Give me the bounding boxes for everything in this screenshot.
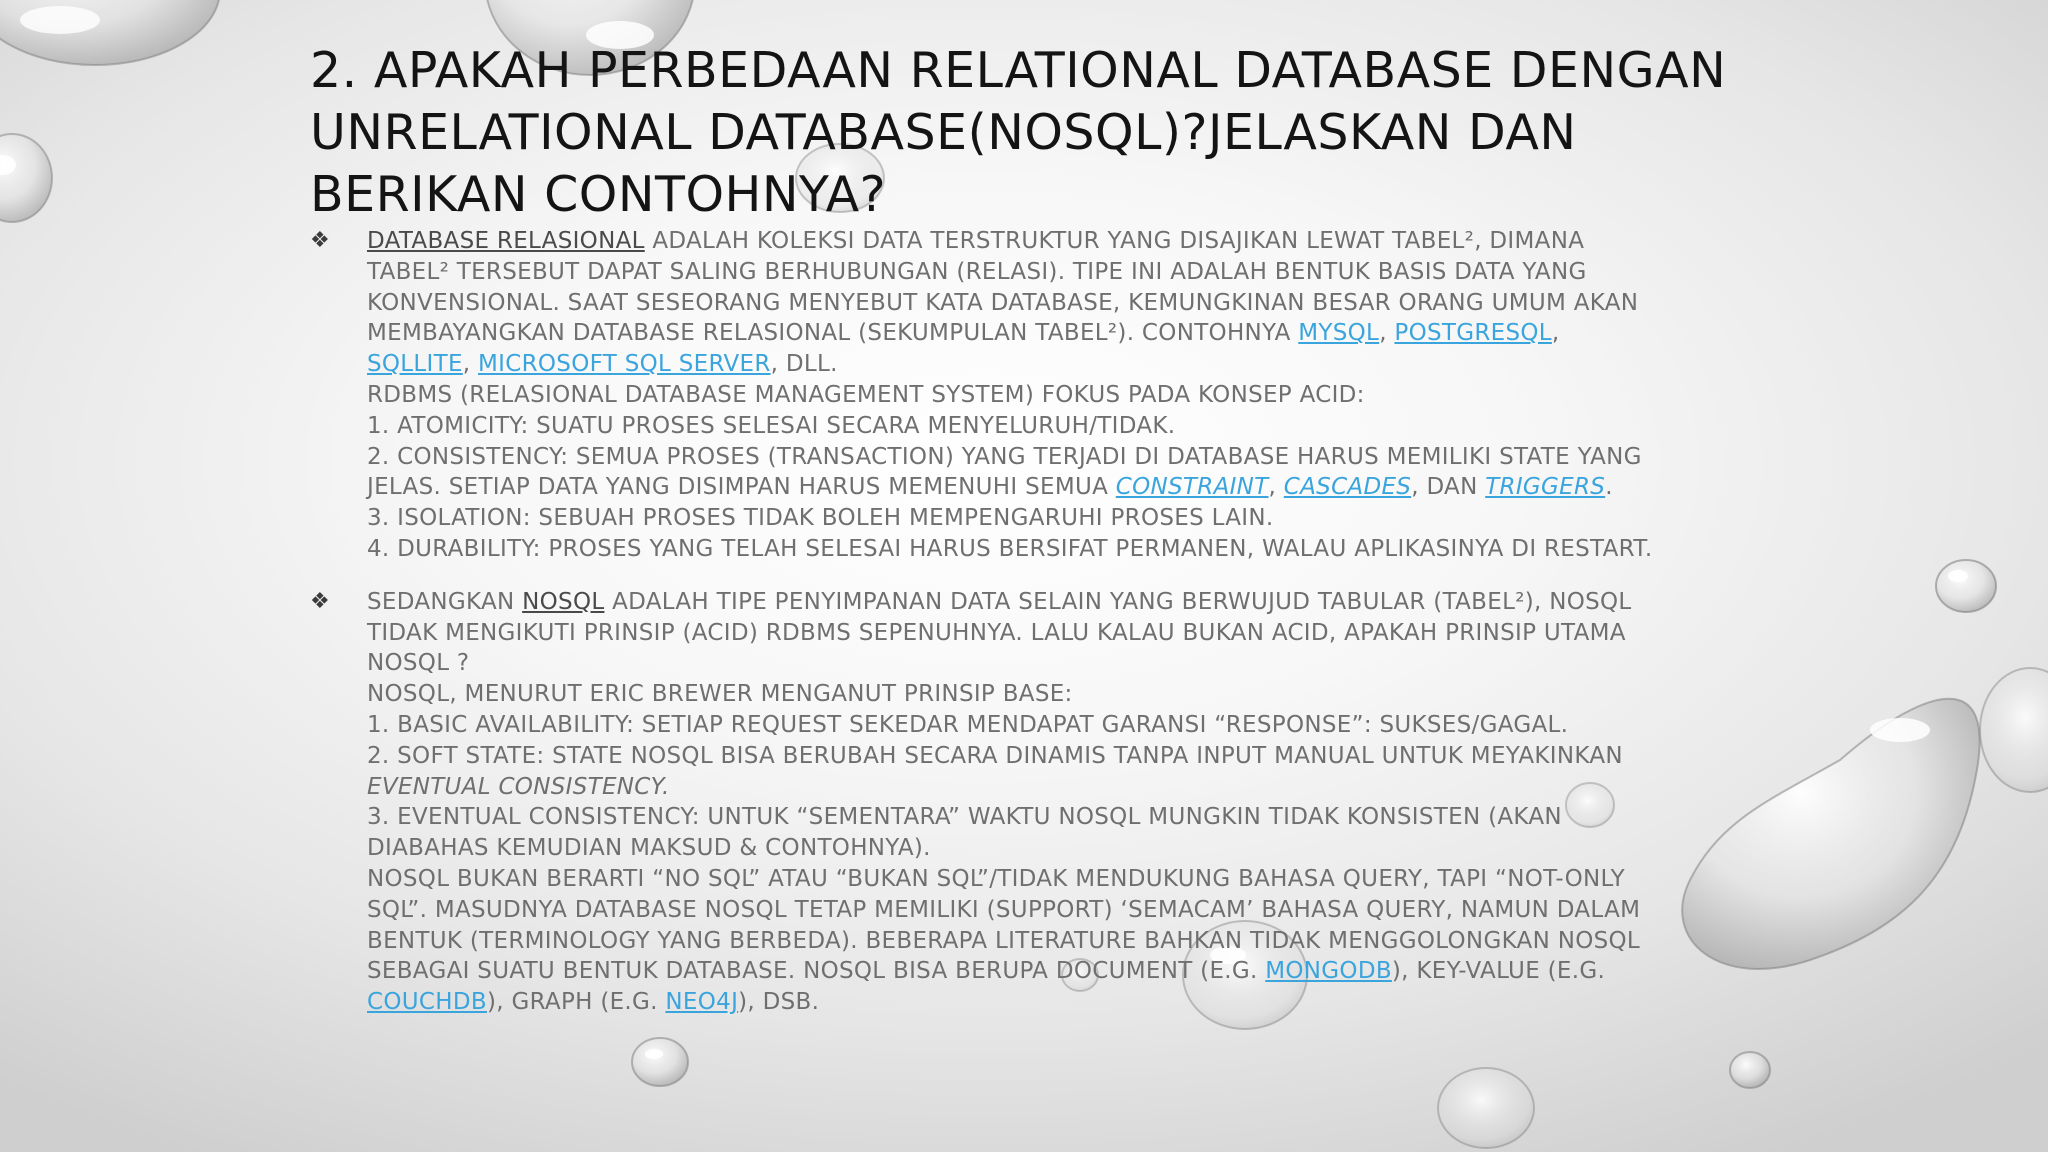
text-line: SQL”. MASUDNYA DATABASE NOSQL TETAP MEMILIKI (SUPPORT) ‘SEMACAM’ BAHASA QUERY, NAMUN DALAM <box>367 896 1641 923</box>
text-span: ), GRAPH (E.G. <box>486 989 666 1016</box>
text-line: 2. SOFT STATE: STATE NOSQL BISA BERUBAH SECARA DINAMIS TANPA INPUT MANUAL UNTUK MEYAKINKAN <box>367 742 1623 769</box>
text-line <box>367 318 1730 349</box>
text-span: SEDANGKAN <box>367 588 523 615</box>
text-line: NOSQL, MENURUT ERIC BREWER MENGANUT PRINSIP BASE: <box>367 681 1073 708</box>
slide-body <box>310 226 1730 1018</box>
text-line: 3. ISOLATION: SEBUAH PROSES TIDAK BOLEH MEMPENGARUHI PROSES LAIN. <box>367 505 1274 532</box>
text-span: , <box>462 351 479 378</box>
text-line <box>367 472 1730 503</box>
title-line-1: 2. APAKAH PERBEDAAN RELATIONAL DATABASE DENGAN <box>310 42 1727 99</box>
link-mysql[interactable]: MYSQL <box>1298 320 1380 347</box>
text-line: 3. EVENTUAL CONSISTENCY: UNTUK “SEMENTARA” WAKTU NOSQL MUNGKIN TIDAK KONSISTEN (AKAN <box>367 804 1562 831</box>
text-line: NOSQL BUKAN BERARTI “NO SQL” ATAU “BUKAN SQL”/TIDAK MENDUKUNG BAHASA QUERY, TAPI “NOT-ONLY <box>367 865 1625 892</box>
text-line: 1. BASIC AVAILABILITY: SETIAP REQUEST SEKEDAR MENDAPAT GARANSI “RESPONSE”: SUKSES/GAGAL. <box>367 711 1569 738</box>
text-line: KONVENSIONAL. SAAT SESEORANG MENYEBUT KATA DATABASE, KEMUNGKINAN BESAR ORANG UMUM AKAN <box>367 289 1639 316</box>
text-line <box>367 987 1730 1018</box>
droplet-right-edge <box>1980 668 2048 792</box>
term-nosql: NOSQL <box>522 588 605 615</box>
link-sqllite[interactable]: SQLLITE <box>367 351 463 378</box>
text-span: MEMBAYANGKAN DATABASE RELASIONAL (SEKUMPULAN TABEL²). CONTOHNYA <box>367 320 1299 347</box>
text-line: RDBMS (RELASIONAL DATABASE MANAGEMENT SYSTEM) FOKUS PADA KONSEP ACID: <box>367 381 1365 408</box>
term-database-relasional: DATABASE RELASIONAL <box>367 228 645 254</box>
text-span: ADALAH KOLEKSI DATA TERSTRUKTUR YANG DISAJIKAN LEWAT TABEL², DIMANA <box>644 228 1585 254</box>
link-neo4j[interactable]: NEO4J <box>665 989 739 1016</box>
link-couchdb[interactable]: COUCHDB <box>367 989 487 1016</box>
text-span: SEBAGAI SUATU BENTUK DATABASE. NOSQL BISA BERUPA DOCUMENT (E.G. <box>367 958 1266 985</box>
text-span: , <box>1551 320 1560 347</box>
text-span: , <box>1268 474 1284 501</box>
text-span: , DLL. <box>770 351 838 378</box>
text-span: ), DSB. <box>738 989 820 1016</box>
text-line: DIABAHAS KEMUDIAN MAKSUD & CONTOHNYA). <box>367 835 931 862</box>
text-line <box>367 587 1730 618</box>
text-span: , <box>1379 320 1395 347</box>
bullet-relational-database <box>310 226 1730 565</box>
text-line: TABEL² TERSEBUT DAPAT SALING BERHUBUNGAN (RELASI). TIPE INI ADALAH BENTUK BASIS DATA YANG <box>367 258 1587 285</box>
text-span: . <box>1605 474 1613 501</box>
text-line: 4. DURABILITY: PROSES YANG TELAH SELESAI HARUS BERSIFAT PERMANEN, WALAU APLIKASINYA DI RESTART. <box>367 535 1653 562</box>
bullet-diamond-icon: ❖ <box>310 588 331 614</box>
link-constraint[interactable]: CONSTRAINT <box>1115 474 1269 501</box>
text-line <box>367 226 1730 257</box>
droplet-top-left-large <box>0 0 220 65</box>
slide-title <box>310 40 1850 226</box>
text-span: JELAS. SETIAP DATA YANG DISIMPAN HARUS MEMENUHI SEMUA <box>367 474 1116 501</box>
droplet-bottom-left <box>632 1038 688 1086</box>
droplet-bottom-right <box>1438 1052 1770 1148</box>
link-cascades[interactable]: CASCADES <box>1283 474 1412 501</box>
text-span: ), KEY-VALUE (E.G. <box>1391 958 1606 985</box>
text-line: BENTUK (TERMINOLOGY YANG BERBEDA). BEBERAPA LITERATURE BAHKAN TIDAK MENGGOLONGKAN NOSQL <box>367 927 1641 954</box>
text-span: ADALAH TIPE PENYIMPANAN DATA SELAIN YANG BERWUJUD TABULAR (TABEL²), NOSQL <box>604 588 1632 615</box>
link-mongodb[interactable]: MONGODB <box>1265 958 1392 985</box>
droplet-right-small <box>1936 560 1996 612</box>
bullet-nosql <box>310 587 1730 1018</box>
title-line-3: BERIKAN CONTOHNYA? <box>310 166 887 223</box>
text-line <box>367 349 1730 380</box>
link-triggers[interactable]: TRIGGERS <box>1485 474 1606 501</box>
text-line: NOSQL ? <box>367 650 470 677</box>
link-postgresql[interactable]: POSTGRESQL <box>1394 320 1552 347</box>
text-line: 2. CONSISTENCY: SEMUA PROSES (TRANSACTION) YANG TERJADI DI DATABASE HARUS MEMILIKI STATE YANG <box>367 443 1642 470</box>
text-line: EVENTUAL CONSISTENCY. <box>367 773 670 800</box>
text-line <box>367 956 1730 987</box>
text-line: TIDAK MENGIKUTI PRINSIP (ACID) RDBMS SEPENUHNYA. LALU KALAU BUKAN ACID, APAKAH PRINSIP UTAMA <box>367 619 1626 646</box>
text-line: 1. ATOMICITY: SUATU PROSES SELESAI SECARA MENYELURUH/TIDAK. <box>367 412 1176 439</box>
title-line-2: UNRELATIONAL DATABASE(NOSQL)?JELASKAN DAN <box>310 104 1577 161</box>
link-microsoft-sql-server[interactable]: MICROSOFT SQL SERVER <box>478 351 771 378</box>
droplet-left-medium <box>0 134 52 222</box>
bullet-diamond-icon: ❖ <box>310 228 331 253</box>
text-span: , DAN <box>1411 474 1486 501</box>
